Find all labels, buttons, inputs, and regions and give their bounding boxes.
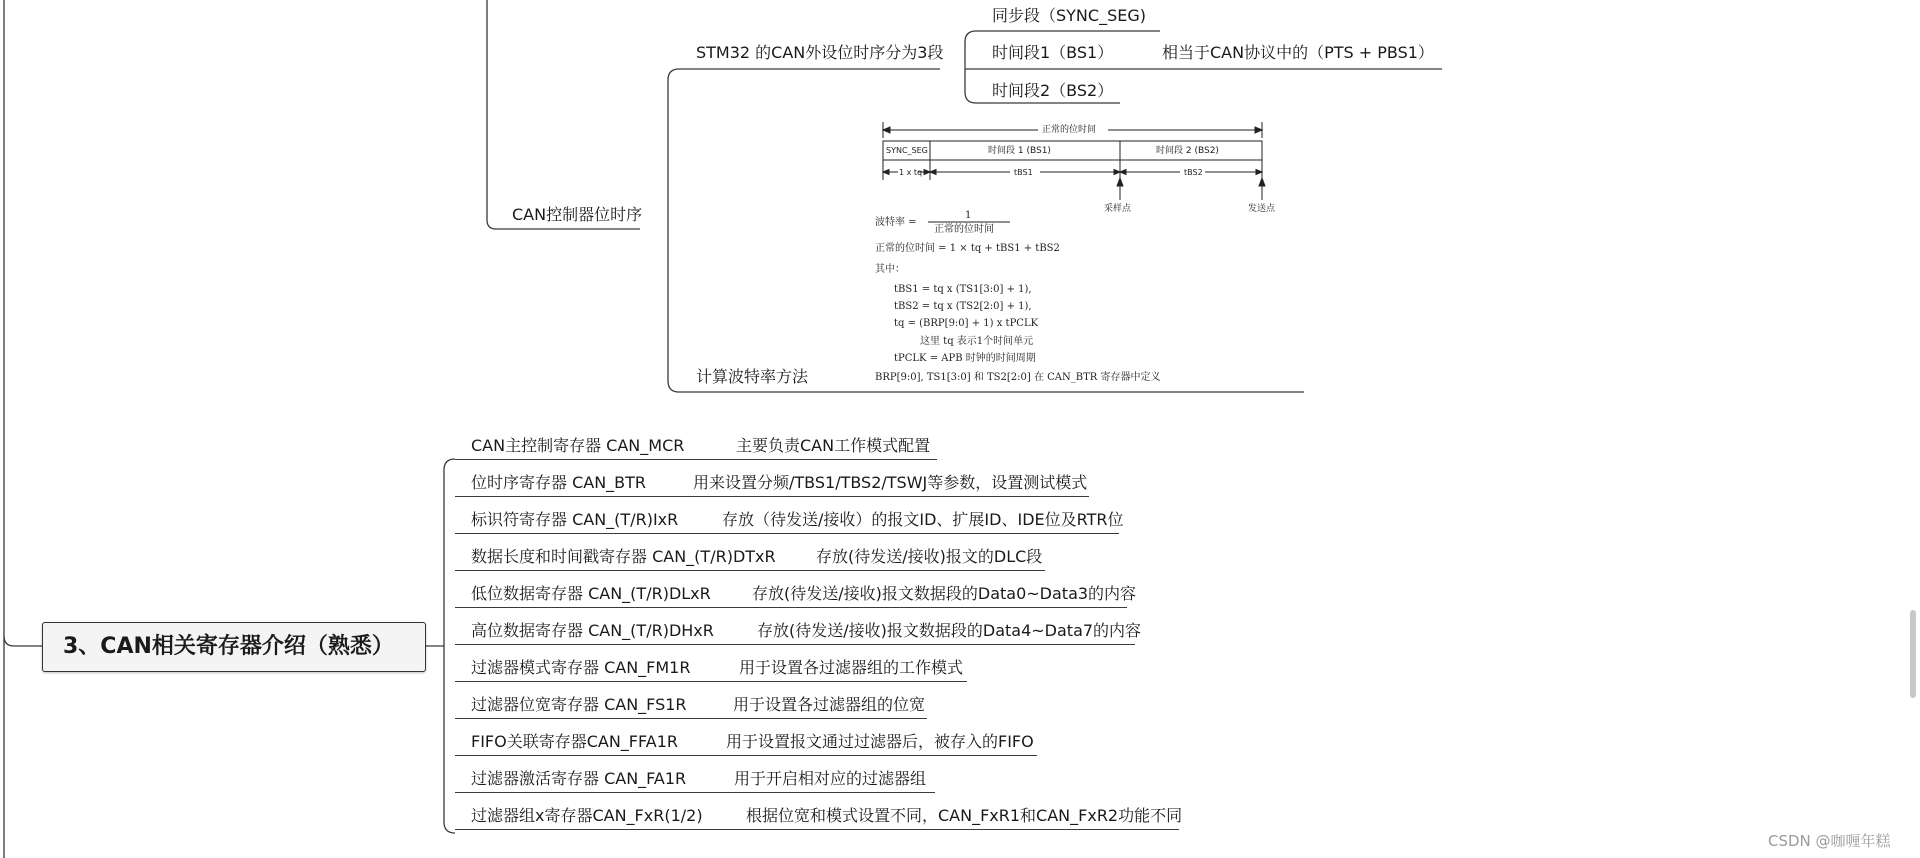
register-underline xyxy=(455,755,1037,756)
register-underline xyxy=(455,570,1045,571)
register-desc[interactable]: 用于设置各过滤器组的位宽 xyxy=(733,695,926,714)
register-desc[interactable]: 根据位宽和模式设置不同，CAN_FxR1和CAN_FxR2功能不同 xyxy=(746,806,1183,825)
register-desc[interactable]: 存放(待发送/接收)报文数据段的Data0~Data3的内容 xyxy=(752,584,1137,603)
bs1-seg-label: 时间段 1 (BS1) xyxy=(988,146,1051,156)
formula-where: 其中： xyxy=(875,264,905,275)
one-tq-label: 1 x tq xyxy=(899,168,923,177)
baud-method-label[interactable]: 计算波特率方法 xyxy=(696,367,809,386)
bit-timing-branch-label[interactable]: CAN控制器位时序 xyxy=(512,205,643,224)
segment-bs1-note[interactable]: 相当于CAN协议中的（PTS + PBS1） xyxy=(1162,43,1434,62)
register-name[interactable]: 过滤器激活寄存器 CAN_FA1R xyxy=(471,769,687,788)
bs2-seg-label: 时间段 2 (BS2) xyxy=(1156,146,1219,156)
normal-bit-time-label: 正常的位时间 xyxy=(1042,125,1097,135)
register-name[interactable]: CAN主控制寄存器 CAN_MCR xyxy=(471,436,685,455)
register-name[interactable]: FIFO关联寄存器CAN_FFA1R xyxy=(471,732,678,751)
register-underline xyxy=(455,829,1179,830)
segment-sync[interactable]: 同步段（SYNC_SEG) xyxy=(992,6,1146,25)
sync-seg-label: SYNC_SEG xyxy=(886,146,928,155)
main-topic-node[interactable] xyxy=(42,622,426,672)
formula-normal-bit-time: 正常的位时间 = 1 × tq + tBS1 + tBS2 xyxy=(875,243,1060,254)
register-underline xyxy=(455,644,1135,645)
register-name[interactable]: 过滤器模式寄存器 CAN_FM1R xyxy=(471,658,691,677)
register-name[interactable]: 位时序寄存器 CAN_BTR xyxy=(471,473,647,492)
baud-formula-num: 1 xyxy=(965,210,972,221)
register-desc[interactable]: 存放（待发送/接收）的报文ID、扩展ID、IDE位及RTR位 xyxy=(722,510,1124,529)
watermark: CSDN @咖喱年糕 xyxy=(1768,832,1891,850)
register-underline xyxy=(455,718,927,719)
register-name[interactable]: 低位数据寄存器 CAN_(T/R)DLxR xyxy=(471,584,711,603)
register-name[interactable]: 过滤器位宽寄存器 CAN_FS1R xyxy=(471,695,687,714)
register-desc[interactable]: 主要负责CAN工作模式配置 xyxy=(736,436,931,455)
segment-bs1[interactable]: 时间段1（BS1） xyxy=(992,43,1114,62)
formula-tbs2: tBS2 = tq x (TS2[2:0] + 1), xyxy=(894,301,1032,312)
segments-label[interactable]: STM32 的CAN外设位时序分为3段 xyxy=(696,43,944,62)
register-desc[interactable]: 存放(待发送/接收)报文数据段的Data4~Data7的内容 xyxy=(757,621,1142,640)
register-underline xyxy=(455,459,937,460)
register-underline xyxy=(455,792,935,793)
main-topic-label: 3、CAN相关寄存器介绍（熟悉） xyxy=(63,634,394,659)
register-underline xyxy=(455,681,967,682)
tx-point-label: 发送点 xyxy=(1248,204,1276,214)
register-name[interactable]: 标识符寄存器 CAN_(T/R)IxR xyxy=(471,510,679,529)
vertical-scrollbar[interactable] xyxy=(1910,610,1916,698)
formula-tq: tq = (BRP[9:0] + 1) x tPCLK xyxy=(894,318,1039,329)
formula-tbs1: tBS1 = tq x (TS1[3:0] + 1), xyxy=(894,284,1032,295)
register-underline xyxy=(455,607,1127,608)
register-desc[interactable]: 用于设置各过滤器组的工作模式 xyxy=(739,658,964,677)
formula-register-note: BRP[9:0], TS1[3:0] 和 TS2[2:0] 在 CAN_BTR 寄存器中定义 xyxy=(875,372,1161,383)
register-name[interactable]: 过滤器组x寄存器CAN_FxR(1/2) xyxy=(471,806,703,825)
register-desc[interactable]: 用于设置报文通过过滤器后，被存入的FIFO xyxy=(726,732,1034,751)
baud-formula-lhs: 波特率 = xyxy=(875,217,917,228)
baud-formula-den: 正常的位时间 xyxy=(934,224,994,235)
register-underline xyxy=(455,496,1089,497)
segment-bs2[interactable]: 时间段2（BS2） xyxy=(992,81,1114,100)
formula-tq-note: 这里 tq 表示1个时间单元 xyxy=(920,336,1034,347)
register-underline xyxy=(455,533,1119,534)
register-name[interactable]: 高位数据寄存器 CAN_(T/R)DHxR xyxy=(471,621,714,640)
register-desc[interactable]: 用来设置分频/TBS1/TBS2/TSWJ等参数，设置测试模式 xyxy=(693,473,1088,492)
register-name[interactable]: 数据长度和时间戳寄存器 CAN_(T/R)DTxR xyxy=(471,547,776,566)
register-desc[interactable]: 存放(待发送/接收)报文的DLC段 xyxy=(816,547,1043,566)
register-desc[interactable]: 用于开启相对应的过滤器组 xyxy=(734,769,927,788)
sample-point-label: 采样点 xyxy=(1104,204,1132,214)
t-bs1-label: tBS1 xyxy=(1014,168,1033,177)
formula-tpclk: tPCLK = APB 时钟的时间周期 xyxy=(894,353,1036,364)
t-bs2-label: tBS2 xyxy=(1184,168,1203,177)
